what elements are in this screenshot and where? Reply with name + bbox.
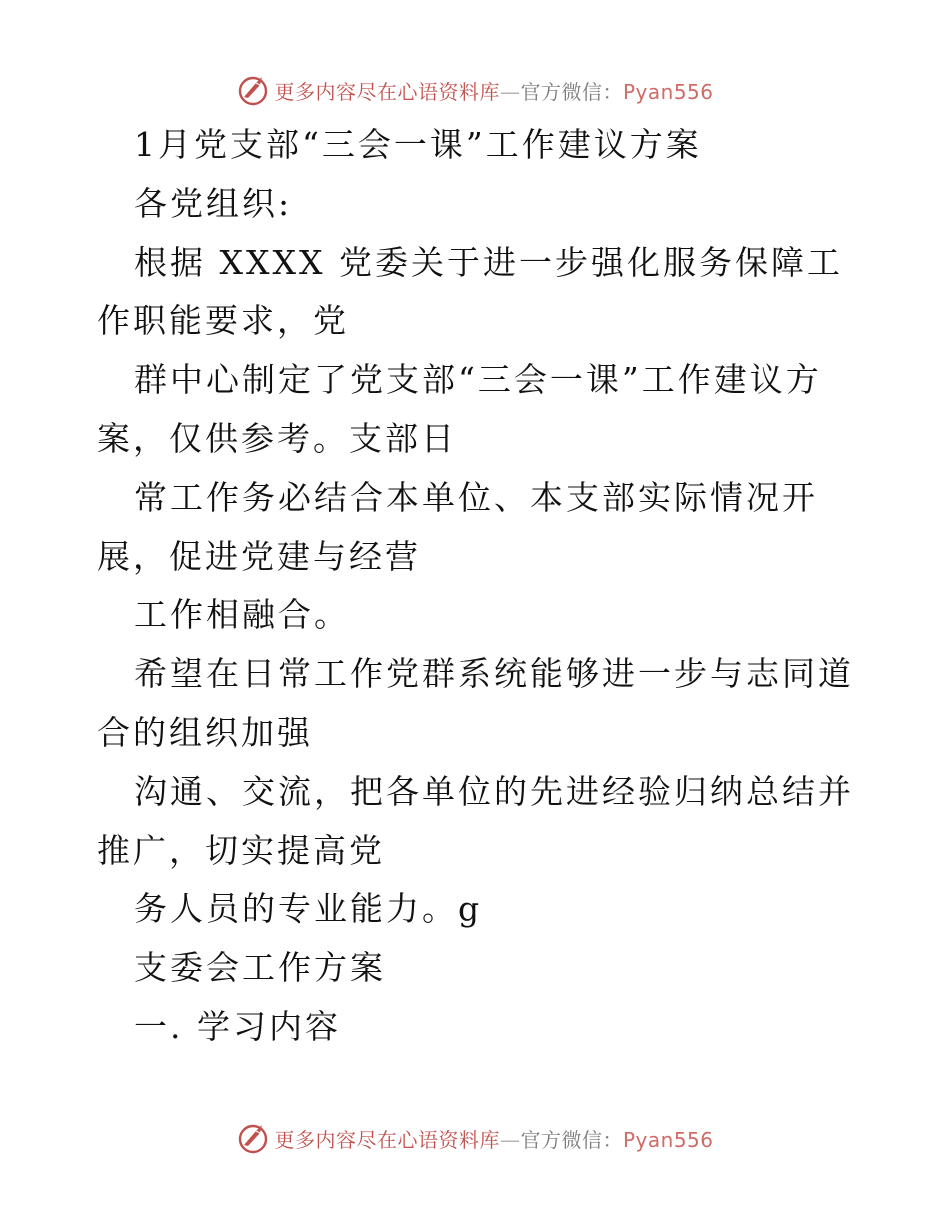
document-paragraph-line: 根据 XXXX 党委关于进一步强化服务保障工作职能要求，党 [97, 242, 843, 341]
banner-contact-label: 官方微信： [520, 79, 623, 104]
document-paragraph-line: 工作相融合。 [134, 595, 350, 635]
document-paragraph-line: 群中心制定了党支部“三会一课”工作建议方案，仅供参考。支部日 [97, 360, 822, 458]
footer-watermark-banner [0, 1118, 950, 1158]
banner-contact-id: Pyan556 [622, 1127, 714, 1152]
pen-logo-icon [236, 73, 270, 107]
document-paragraph-line: 沟通、交流，把各单位的先进经验归纳总结并推广，切实提高党 [97, 771, 854, 870]
document-title: 1月党支部“三会一课”工作建议方案 [134, 125, 702, 164]
banner-separator: — [499, 79, 521, 104]
banner-contact-label: 官方微信： [520, 1127, 623, 1152]
document-paragraph-line: 常工作务必结合本单位、本支部实际情况开展，促进党建与经营 [97, 477, 818, 576]
section-heading: 支委会工作方案 [134, 948, 386, 988]
header-watermark-banner [0, 70, 950, 110]
banner-contact-id: Pyan556 [622, 79, 714, 104]
subsection-heading: 一. 学习内容 [134, 1006, 341, 1046]
document-paragraph-line: 务人员的专业能力。g [134, 889, 483, 929]
banner-brand-text: 更多内容尽在心语资料库 [274, 79, 500, 104]
banner-brand-text: 更多内容尽在心语资料库 [274, 1127, 500, 1152]
banner-separator: — [499, 1127, 521, 1152]
document-body [97, 116, 857, 1057]
pen-logo-icon [236, 1121, 270, 1155]
document-paragraph-line: 希望在日常工作党群系统能够进一步与志同道合的组织加强 [97, 654, 854, 752]
document-salutation: 各党组织: [134, 183, 293, 223]
